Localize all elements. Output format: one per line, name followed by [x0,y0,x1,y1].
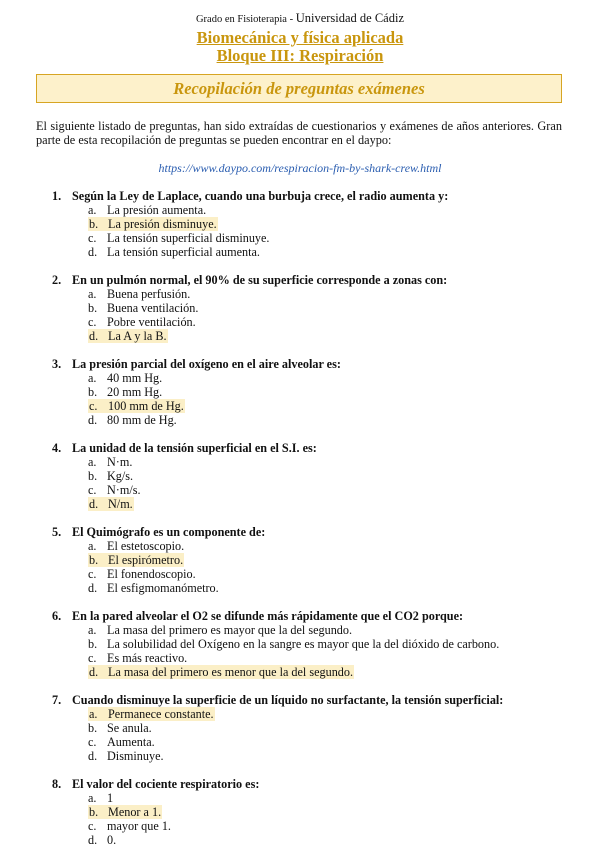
option-letter: b. [89,805,99,819]
answer-option [52,567,572,581]
question-4 [52,441,572,511]
answer-option [52,819,572,833]
option-letter: c. [88,819,97,833]
option-letter: a. [89,707,98,721]
option-text: Menor a 1. [108,805,162,819]
answer-option-content [88,315,196,329]
question-text: En la pared alveolar el O2 se difunde más rápidamente que el CO2 porque: [72,609,464,623]
question-title [52,273,572,287]
option-text: Es más reactivo. [107,651,188,665]
title-banner [36,74,562,103]
question-number: 8. [52,777,62,791]
question-text: Según la Ley de Laplace, cuando una burbuja crece, el radio aumenta y: [72,189,449,203]
question-text: La presión parcial del oxígeno en el aire alveolar es: [72,357,341,371]
option-letter: d. [88,245,98,259]
option-text: 40 mm Hg. [107,371,163,385]
answer-option [52,833,572,847]
option-letter: b. [88,637,98,651]
option-text: La tensión superficial disminuye. [107,231,270,245]
question-number: 5. [52,525,62,539]
option-letter: b. [88,385,98,399]
intro-paragraph: El siguiente listado de preguntas, han sido extraídas de cuestionarios y exámenes de años anteriores. Gran parte de esta recopilación de preguntas se pueden encontrar en el daypo: [36,119,562,147]
answer-option-content [88,567,196,581]
correct-answer-highlight [88,217,218,231]
option-text: mayor que 1. [107,819,171,833]
option-letter: c. [89,399,98,413]
option-letter: d. [89,329,99,343]
option-text: Permanece constante. [108,707,214,721]
option-text: N/m. [108,497,133,511]
option-text: 100 mm de Hg. [108,399,184,413]
question-number: 4. [52,441,62,455]
answer-option-content [88,637,499,651]
answer-option [52,707,572,721]
answer-option-content [88,581,219,595]
question-8 [52,777,572,847]
answer-option [52,497,572,511]
question-number: 1. [52,189,62,203]
banner-title: Recopilación de preguntas exámenes [173,78,425,98]
option-text: La masa del primero es mayor que la del segundo. [107,623,353,637]
option-letter: c. [88,735,97,749]
answer-option [52,315,572,329]
option-letter: c. [88,651,97,665]
question-number: 7. [52,693,62,707]
answer-option [52,539,572,553]
option-text: Disminuye. [107,749,164,763]
option-letter: b. [88,301,98,315]
option-text: El fonendoscopio. [107,567,196,581]
answer-option-content [88,749,164,763]
option-letter: c. [88,483,97,497]
option-text: 80 mm de Hg. [107,413,177,427]
question-title [52,609,572,623]
correct-answer-highlight [88,329,168,343]
header-separator: - [286,14,296,25]
question-number: 2. [52,273,62,287]
option-text: 20 mm Hg. [107,385,163,399]
question-text: El Quimógrafo es un componente de: [72,525,266,539]
option-text: N·m/s. [107,483,141,497]
option-text: 0. [107,833,117,847]
question-title [52,777,572,791]
answer-option-content [88,301,198,315]
question-text: En un pulmón normal, el 90% de su superficie corresponde a zonas con: [72,273,448,287]
option-letter: d. [88,833,98,847]
question-number: 6. [52,609,62,623]
option-text: La solubilidad del Oxígeno en la sangre es mayor que la del dióxido de carbono. [107,637,500,651]
question-7 [52,693,572,763]
answer-option [52,287,572,301]
daypo-link[interactable]: https://www.daypo.com/respiracion-fm-by-shark-crew.html [158,161,442,175]
question-2 [52,273,572,343]
option-text: La tensión superficial aumenta. [107,245,260,259]
answer-option [52,665,572,679]
answer-option-content [88,721,152,735]
answer-option-content [88,469,133,483]
answer-option-content [88,385,162,399]
question-title [52,441,572,455]
option-letter: d. [88,749,98,763]
answer-option-content [88,735,155,749]
question-6 [52,609,572,679]
university-name: Universidad de Cádiz [295,11,405,25]
answer-option-content [88,231,269,245]
answer-option [52,413,572,427]
answer-option-content [88,539,184,553]
option-letter: a. [88,791,97,805]
answer-option [52,385,572,399]
question-text: Cuando disminuye la superficie de un líquido no surfactante, la tensión superficial: [72,693,504,707]
question-text: La unidad de la tensión superficial en el S.I. es: [72,441,317,455]
correct-answer-highlight [88,553,184,567]
answer-option [52,329,572,343]
option-letter: c. [88,315,97,329]
header-line [0,11,600,26]
answer-option [52,623,572,637]
answer-option-content [88,791,113,805]
option-letter: a. [88,203,97,217]
answer-option [52,735,572,749]
answer-option [52,553,572,567]
option-letter: b. [89,217,99,231]
answer-option-content [88,245,260,259]
answer-option [52,805,572,819]
option-text: Buena ventilación. [107,301,199,315]
option-letter: b. [89,553,99,567]
option-letter: a. [88,455,97,469]
question-number: 3. [52,357,62,371]
option-letter: b. [88,469,98,483]
answer-option-content [88,623,352,637]
answer-option-content [88,287,190,301]
correct-answer-highlight [88,707,215,721]
question-title [52,357,572,371]
option-text: Pobre ventilación. [107,315,196,329]
answer-option-content [88,651,187,665]
question-title [52,189,572,203]
answer-option [52,203,572,217]
answer-option [52,399,572,413]
answer-option-content [88,203,206,217]
option-letter: c. [88,231,97,245]
option-text: El esfigmomanómetro. [107,581,219,595]
answer-option [52,791,572,805]
option-letter: a. [88,539,97,553]
option-text: Kg/s. [107,469,134,483]
correct-answer-highlight [88,665,354,679]
answer-option-content [88,413,177,427]
answer-option [52,301,572,315]
option-letter: c. [88,567,97,581]
correct-answer-highlight [88,399,185,413]
answer-option [52,469,572,483]
question-5 [52,525,572,595]
option-letter: d. [88,581,98,595]
block-title: Bloque III: Respiración [216,46,384,65]
answer-option [52,749,572,763]
answer-option [52,217,572,231]
answer-option [52,651,572,665]
answer-option [52,245,572,259]
answer-option [52,637,572,651]
option-text: Se anula. [107,721,152,735]
option-letter: d. [89,665,99,679]
answer-option-content [88,483,141,497]
option-text: Aumenta. [107,735,155,749]
option-letter: d. [89,497,99,511]
option-letter: b. [88,721,98,735]
question-title [52,525,572,539]
option-letter: a. [88,371,97,385]
answer-option [52,455,572,469]
question-3 [52,357,572,427]
answer-option-content [88,455,132,469]
option-letter: a. [88,623,97,637]
answer-option [52,581,572,595]
answer-option [52,721,572,735]
option-text: La A y la B. [108,329,167,343]
answer-option [52,483,572,497]
option-text: 1 [107,791,114,805]
option-text: La presión disminuye. [108,217,217,231]
answer-option [52,371,572,385]
correct-answer-highlight [88,497,134,511]
answer-option-content [88,833,116,847]
question-title [52,693,572,707]
option-letter: a. [88,287,97,301]
option-text: N·m. [107,455,133,469]
answer-option [52,231,572,245]
answer-option-content [88,371,162,385]
option-text: La masa del primero es menor que la del segundo. [108,665,354,679]
option-text: El estetoscopio. [107,539,185,553]
option-text: La presión aumenta. [107,203,207,217]
correct-answer-highlight [88,805,162,819]
answer-option-content [88,819,171,833]
degree-name: Grado en Fisioterapia [195,14,287,25]
option-text: El espirómetro. [108,553,184,567]
option-text: Buena perfusión. [107,287,191,301]
option-letter: d. [88,413,98,427]
course-title: Biomecánica y física aplicada [196,28,404,47]
question-text: El valor del cociente respiratorio es: [72,777,260,791]
question-1 [52,189,572,259]
